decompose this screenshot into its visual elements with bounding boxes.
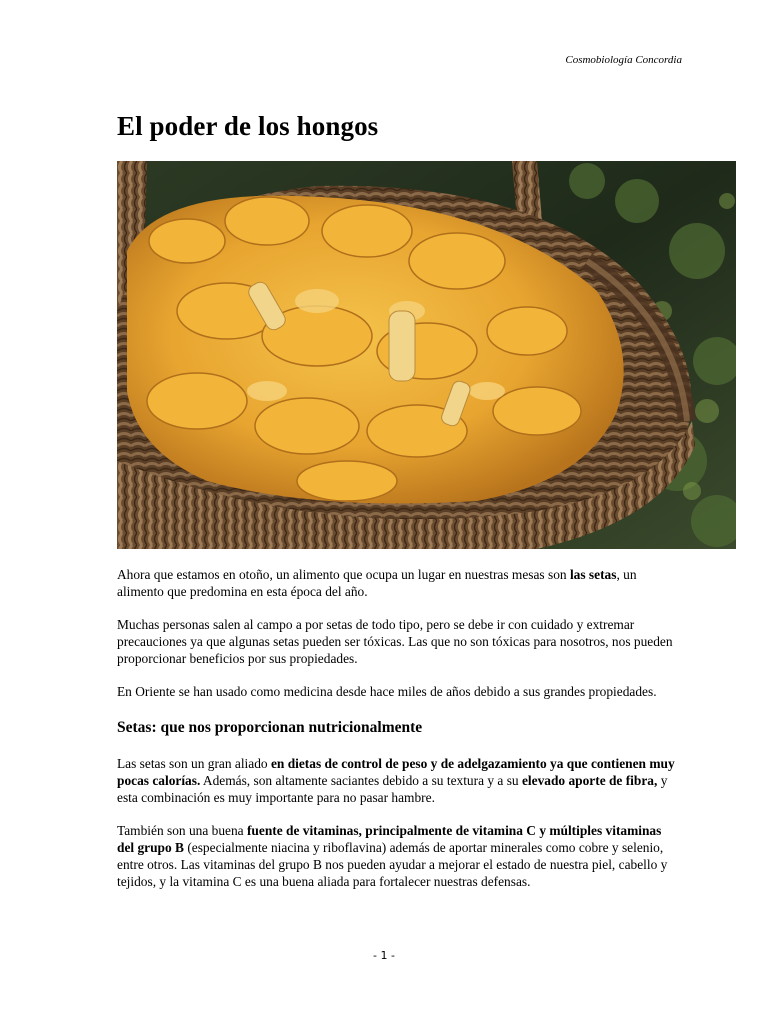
text-run: Ahora que estamos en otoño, un alimento que ocupa un lugar en nuestras mesas son bbox=[117, 567, 570, 582]
paragraph-intro bbox=[117, 566, 677, 600]
bold-run: las setas bbox=[569, 567, 617, 582]
article-body bbox=[117, 566, 677, 906]
bold-run: en dietas de control de peso y de adelgazamiento ya que contienen muy pocas calorías. bbox=[117, 756, 675, 788]
page-number: - 1 - bbox=[373, 949, 395, 962]
text-run: Las setas son un gran aliado bbox=[117, 756, 271, 771]
paragraph-precautions: Muchas personas salen al campo a por setas de todo tipo, pero se debe ir con cuidado y extremar precauciones ya que algunas setas pueden ser tóxicas. Las que no son tóxicas para nosotros, nos pueden proporcionar beneficios por sus propiedades. bbox=[117, 617, 673, 666]
paragraph-dietas bbox=[117, 755, 677, 806]
bold-run: fuente de vitaminas, principalmente de vitamina C y múltiples vitaminas del grupo B bbox=[117, 823, 662, 855]
photo-illustration bbox=[117, 161, 736, 549]
document-header: Cosmobiología Concordia bbox=[565, 54, 682, 66]
text-run: (especialmente niacina y riboflavina) además de aportar minerales como cobre y selenio, entre otros. Las vitaminas del grupo B nos pueden ayudar a mejorar el estado de nuestra piel, cabello y tejidos, y la vitamina C es una buena aliada para fortalecer nuestras defensas. bbox=[117, 840, 668, 889]
chanterelle-basket-photo bbox=[117, 161, 736, 549]
text-run: También son una buena bbox=[117, 823, 247, 838]
section-heading: Setas: que nos proporcionan nutricionalmente bbox=[117, 719, 423, 736]
bold-run: elevado aporte de fibra, bbox=[521, 773, 658, 788]
text-run: Además, son altamente saciantes debido a su textura y a su bbox=[200, 773, 522, 788]
page-title: El poder de los hongos bbox=[117, 111, 379, 141]
text-run: , un alimento que predomina en esta época del año. bbox=[117, 567, 637, 599]
text-run: y esta combinación es muy importante para no pasar hambre. bbox=[117, 773, 668, 805]
paragraph-oriente: En Oriente se han usado como medicina desde hace miles de años debido a sus grandes propiedades. bbox=[117, 684, 657, 699]
paragraph-vitaminas bbox=[117, 822, 677, 890]
